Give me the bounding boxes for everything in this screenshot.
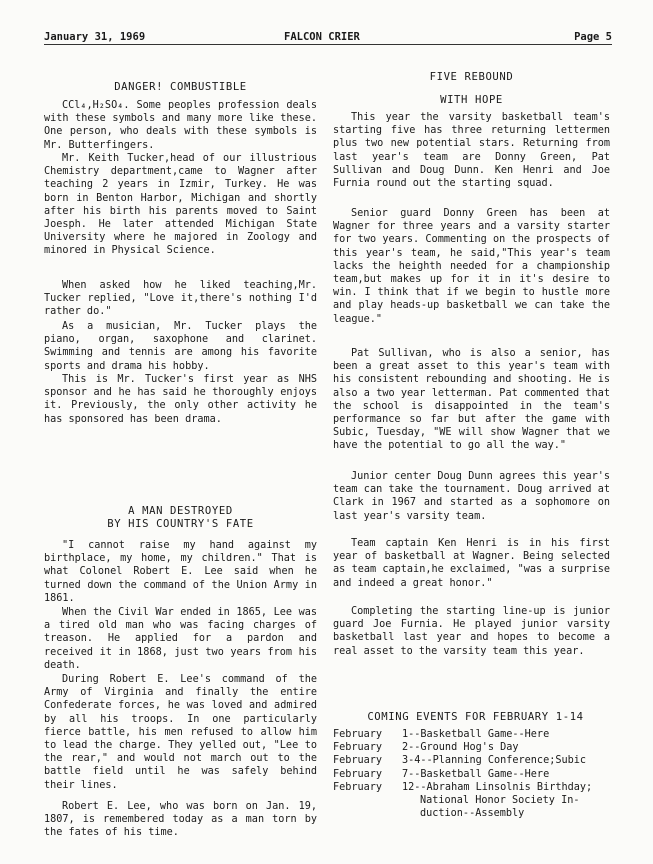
rebound-paragraph-6 <box>333 605 610 658</box>
event-month: February <box>333 781 383 793</box>
rebound-p2-text: Senior guard Donny Green has been at Wagner for three years and a varsity starter for two years. Commenting on the prospects of this year's team, he said,"This year's team lacks the heighth needed for a championship team,but makes up for it in it's desire to win. I think that if we begin to hustle more and play heads-up basketball we can take the league." <box>333 208 610 325</box>
lee-p2-text: When the Civil War ended in 1865, Lee was a tired old man who was facing charges of treason. He applied for a pardon and received it in 1868, just two years from his death. <box>44 607 317 671</box>
lee-paragraph-3 <box>44 673 317 792</box>
rebound-p4-text: Junior center Doug Dunn agrees this year's team can take the tournament. Doug arrived at Clark in 1967 and started as a sophomore on last year's varsity team. <box>333 471 610 522</box>
event-month: February <box>333 742 383 754</box>
event-item <box>333 728 618 741</box>
rebound-paragraph-4 <box>333 470 610 523</box>
rebound-paragraph-3 <box>333 347 610 453</box>
article-title-lee-2: BY HIS COUNTRY'S FATE <box>107 518 254 530</box>
rebound-p5-text: Team captain Ken Henri is in his first year of basketball at Wagner. Being selected as team captain,he exclaimed, "was a surprise and indeed a great honor." <box>333 538 610 589</box>
rebound-paragraph-5 <box>333 537 610 590</box>
lee-p4-text: Robert E. Lee, who was born on Jan. 19, 1807, is remembered today as a man torn by the fates of his time. <box>44 801 317 839</box>
danger-p3-text: When asked how he liked teaching,Mr. Tucker replied, "Love it,there's nothing I'd rather do." <box>44 280 317 318</box>
danger-p1-text: CCl₄,H₂SO₄. Some peoples profession deals with these symbols and many more like these. One person, who deals with these symbols is Mr. Butterfingers. <box>44 100 317 151</box>
lee-p1-text: "I cannot raise my hand against my birthplace, my home, my children." That is what Colonel Robert E. Lee said when he turned down the command of the Union Army in 1861. <box>44 540 317 604</box>
rebound-paragraph-2 <box>333 207 610 326</box>
danger-paragraph-3 <box>44 279 317 319</box>
article-title-lee-1: A MAN DESTROYED <box>128 505 233 517</box>
danger-paragraph-1 <box>44 99 317 152</box>
event-text: 7--Basketball Game--Here <box>402 768 550 780</box>
danger-paragraph-4 <box>44 320 317 373</box>
event-text: 2--Ground Hog's Day <box>402 742 519 754</box>
danger-p5-text: This is Mr. Tucker's first year as NHS sponsor and he has said he thoroughly enjoys it. Previously, the only other activity he has sponsored has been drama. <box>44 374 317 425</box>
article-title-danger: DANGER! COMBUSTIBLE <box>114 81 247 93</box>
event-month: February <box>333 768 383 780</box>
event-text: 1--Basketball Game--Here <box>402 729 550 740</box>
newspaper-title: FALCON CRIER <box>284 31 360 43</box>
event-item <box>333 781 618 794</box>
rebound-p1-text: This year the varsity basketball team's starting five has three returning lettermen plus two new potential stars. Returning from last year's team are Donny Green, Pat Sullivan and Doug Dunn. Ken Henri and Joe Furnia round out the starting squad. <box>333 112 610 190</box>
event-continuation: National Honor Society In- <box>420 795 580 807</box>
article-title-rebound-1: FIVE REBOUND <box>429 71 514 83</box>
header-rule <box>44 44 612 45</box>
events-title: COMING EVENTS FOR FEBRUARY 1-14 <box>367 711 584 723</box>
lee-paragraph-2 <box>44 606 317 672</box>
danger-paragraph-5 <box>44 373 317 426</box>
page-number: Page 5 <box>574 31 612 43</box>
lee-p3-text: During Robert E. Lee's command of the Army of Virginia and finally the entire Confederate forces, he was loved and admired by all his troops. In one particularly fierce battle, his men refused to allow him to lead the charge. They yelled out, "Lee to the rear," and would not march out to the battle field until he was safely behind their lines. <box>44 674 317 791</box>
event-text: 12--Abraham Linsolnis Birthday; <box>402 781 593 793</box>
lee-paragraph-4 <box>44 800 317 840</box>
event-continuation: duction--Assembly <box>420 808 525 820</box>
event-text: 3-4--Planning Conference;Subic <box>402 755 587 767</box>
event-month: February <box>333 755 383 767</box>
event-item <box>333 768 618 781</box>
event-item <box>333 741 618 754</box>
event-month: February <box>333 729 383 740</box>
event-item <box>333 754 618 767</box>
danger-p2-text: Mr. Keith Tucker,head of our illustrious Chemistry department,came to Wagner after teaching 2 years in Izmir, Turkey. He was born in Benton Harbor, Michigan and shortly after his birth his parents moved to Saint Joesph. He later attended Michigan State University where he majored in Zoology and minored in Physical Science. <box>44 153 317 257</box>
lee-paragraph-1 <box>44 539 317 605</box>
article-title-rebound-2: WITH HOPE <box>440 94 503 106</box>
rebound-p6-text: Completing the starting line-up is junior guard Joe Furnia. He played junior varsity basketball last year and hopes to become a real asset to the varsity team this year. <box>333 606 610 657</box>
rebound-p3-text: Pat Sullivan, who is also a senior, has been a great asset to this year's team with his consistent rebounding and shooting. He is also a two year letterman. Pat commented that the school is disappointed in the team's performance so far but after the game with Subic, Tuesday, "WE will show Wagner that we have the potential to go all the way." <box>333 348 610 452</box>
rebound-paragraph-1 <box>333 111 610 190</box>
danger-p4-text: As a musician, Mr. Tucker plays the piano, organ, saxophone and clarinet. Swimming and tennis are among his favorite sports and drama his hobby. <box>44 321 317 372</box>
issue-date: January 31, 1969 <box>44 31 146 43</box>
danger-paragraph-2 <box>44 152 317 258</box>
events-list <box>333 728 618 820</box>
